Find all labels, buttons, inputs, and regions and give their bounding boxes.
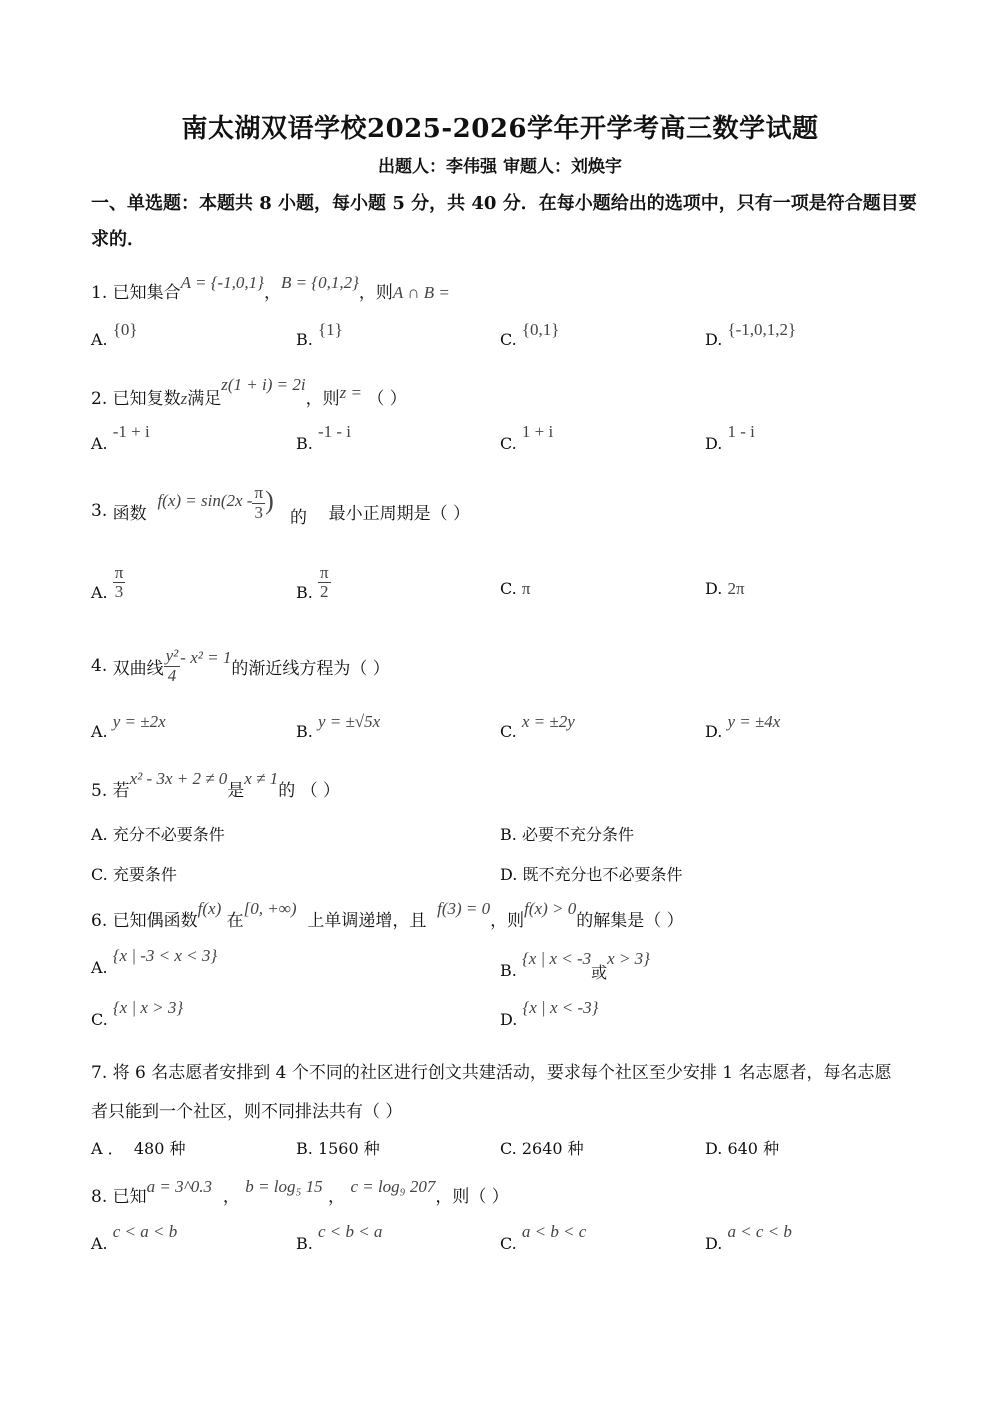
option-text: 640 种 <box>727 1139 780 1158</box>
option-d[interactable] <box>500 862 682 885</box>
math-fraction: $\frac{\pi}{3}$ <box>254 482 264 522</box>
option-label: B. <box>296 1139 313 1158</box>
option-math: x = ±2y <box>521 712 575 731</box>
math-expression: - x² = 1 <box>180 648 232 667</box>
question-number: 4. <box>91 656 108 676</box>
option-math: x > 3} <box>607 949 650 968</box>
option-math: y = ±√5x <box>317 712 381 731</box>
option-label: D. <box>705 330 723 349</box>
question-7 <box>91 1058 892 1083</box>
option-math: {x | -3 < x < 3} <box>112 946 218 965</box>
question-text: 上单调递增，且 <box>307 911 427 931</box>
option-text: 480 种 <box>133 1139 186 1158</box>
option-c[interactable] <box>91 862 177 885</box>
question-text: 已知复数 <box>112 389 181 409</box>
option-a[interactable] <box>91 712 166 742</box>
math-expression: A = {-1,0,1} <box>180 273 264 292</box>
math-fraction: $\frac{\text{y²}}{4}$ <box>165 645 179 685</box>
option-label: A. <box>91 825 108 844</box>
option-label: A. <box>91 1234 108 1253</box>
option-text: 既不充分也不必要条件 <box>522 865 683 884</box>
option-a[interactable] <box>91 552 125 602</box>
option-d[interactable] <box>705 320 797 350</box>
option-c[interactable] <box>91 998 184 1030</box>
option-label: D. <box>500 865 518 884</box>
math-expression: c = log₉ 207 <box>350 1177 436 1196</box>
option-c[interactable] <box>500 712 575 742</box>
math-expression: f(x) <box>197 899 222 918</box>
math-expression: f(x) = sin(2x - <box>157 491 253 510</box>
separator: ， <box>222 1187 240 1207</box>
option-c[interactable] <box>500 579 530 599</box>
question-3 <box>91 476 470 546</box>
option-label: D. <box>705 1234 723 1253</box>
question-text: ，则 <box>358 283 393 303</box>
option-label: B. <box>296 583 313 602</box>
option-b[interactable] <box>296 712 381 742</box>
option-d[interactable] <box>705 422 755 454</box>
exam-authors: 出题人：李伟强 审题人：刘焕宇 <box>378 157 622 177</box>
math-expression: f(x) > 0 <box>524 899 577 918</box>
question-number: 1. <box>91 283 108 303</box>
option-math: c < a < b <box>112 1222 178 1241</box>
option-label: B. <box>296 1234 313 1253</box>
option-b[interactable] <box>296 320 343 350</box>
question-text: 的解集是（ ） <box>576 911 684 931</box>
math-paren: ) <box>265 486 274 515</box>
option-label: C. <box>500 1139 517 1158</box>
option-b[interactable] <box>296 1222 383 1254</box>
option-label: C. <box>500 722 517 741</box>
question-text: ，则 <box>490 911 525 931</box>
option-label: C. <box>500 330 517 349</box>
question-text: 的 （ ） <box>278 781 340 801</box>
option-math: $\frac{\pi}{2}$ <box>319 562 329 602</box>
option-label: B. <box>296 722 313 741</box>
question-text: 满足 <box>187 389 222 409</box>
question-text: 已知集合 <box>112 283 181 303</box>
option-label: B. <box>296 330 313 349</box>
question-text: 是 <box>227 781 245 801</box>
question-text: 在 <box>226 911 244 931</box>
option-text: 必要不充分条件 <box>521 825 634 844</box>
question-text: 最小正周期是（ ） <box>328 503 470 524</box>
option-c[interactable] <box>500 1136 584 1159</box>
option-math: a < b < c <box>521 1222 587 1241</box>
option-math: y = ±4x <box>727 712 781 731</box>
option-c[interactable] <box>500 320 560 350</box>
option-d[interactable] <box>705 712 781 742</box>
option-math: {1} <box>317 320 343 339</box>
answer-paren: （ ） <box>367 389 407 409</box>
option-b[interactable] <box>296 1136 380 1159</box>
question-number: 7. <box>91 1063 108 1083</box>
option-c[interactable] <box>500 422 554 454</box>
question-7-continued: 者只能到一个社区，则不同排法共有（ ） <box>91 1102 403 1122</box>
math-expression: [0, +∞) <box>243 899 297 918</box>
option-math: 1 - i <box>727 422 755 441</box>
option-math: {-1,0,1,2} <box>727 320 797 339</box>
option-b[interactable] <box>296 552 331 602</box>
question-text: 的渐近线方程为（ ） <box>231 658 390 679</box>
question-text: ，则 <box>305 389 340 409</box>
separator: ， <box>328 1187 346 1207</box>
math-expression: A ∩ B = <box>392 283 450 302</box>
question-1 <box>91 273 450 303</box>
option-math: {0,1} <box>521 320 560 339</box>
option-label: C. <box>91 1010 108 1029</box>
option-b[interactable] <box>500 949 650 982</box>
question-number: 2. <box>91 389 108 409</box>
question-text: 将 6 名志愿者安排到 4 个不同的社区进行创文共建活动，要求每个社区至少安排 1 名志愿者，每名志愿 <box>112 1063 892 1083</box>
option-label: C. <box>500 579 517 598</box>
option-math: {x | x > 3} <box>112 998 184 1017</box>
math-expression: f(3) = 0 <box>437 899 491 918</box>
question-number: 6. <box>91 911 108 931</box>
option-math: a < c < b <box>727 1222 792 1241</box>
question-number: 3. <box>91 501 108 521</box>
option-d[interactable] <box>705 1222 792 1254</box>
question-5 <box>91 769 340 801</box>
exam-title: 南太湖双语学校2025-2026学年开学考高三数学试题 <box>181 114 819 144</box>
option-math: y = ±2x <box>112 712 166 731</box>
question-6 <box>91 899 684 931</box>
option-label: D. <box>500 1010 518 1029</box>
option-math: {0} <box>112 320 138 339</box>
option-label: B. <box>296 434 313 453</box>
question-text: 已知偶函数 <box>112 911 198 931</box>
option-text: 1560 种 <box>317 1139 380 1158</box>
question-number: 5. <box>91 781 108 801</box>
option-label: D. <box>705 722 723 741</box>
math-expression: x ≠ 1 <box>244 769 279 788</box>
option-label: A. <box>91 434 108 453</box>
math-expression: z(1 + i) = 2i <box>221 375 306 394</box>
option-text: 2640 种 <box>521 1139 584 1158</box>
math-expression: b = log₅ 15 <box>245 1177 323 1196</box>
option-label: A. <box>91 958 108 977</box>
option-math: c < b < a <box>317 1222 383 1241</box>
math-expression: x² - 3x + 2 ≠ 0 <box>129 769 228 788</box>
option-a[interactable] <box>91 822 225 845</box>
option-label: D. <box>705 579 723 598</box>
option-math: 2π <box>727 579 745 598</box>
question-text: 的 <box>289 507 307 528</box>
option-d[interactable] <box>500 998 599 1030</box>
option-a[interactable] <box>91 320 138 350</box>
option-math: -1 + i <box>112 422 150 441</box>
option-a[interactable] <box>91 1222 178 1254</box>
option-label: C. <box>500 1234 517 1253</box>
section-heading: 一、单选题：本题共 8 小题，每小题 5 分，共 40 分．在每小题给出的选项中，只有一项是符合题目要求的． <box>91 193 917 250</box>
option-a[interactable] <box>91 946 218 978</box>
option-d[interactable] <box>705 1136 779 1159</box>
math-expression: B = {0,1,2} <box>280 273 359 292</box>
option-label: C. <box>500 434 517 453</box>
option-b[interactable] <box>500 822 634 845</box>
option-a[interactable] <box>91 1136 185 1159</box>
question-2 <box>91 375 407 409</box>
option-text: 充要条件 <box>112 865 177 884</box>
question-text: 已知 <box>112 1187 147 1207</box>
option-text: 或 <box>591 963 608 982</box>
math-expression: a = 3^0.3 <box>146 1177 213 1196</box>
question-8 <box>91 1177 509 1207</box>
question-4 <box>91 636 390 696</box>
option-label: A. <box>91 722 108 741</box>
option-text: 充分不必要条件 <box>112 825 225 844</box>
option-math: 1 + i <box>521 422 554 441</box>
option-label: A ． <box>91 1139 124 1158</box>
question-text: 若 <box>112 781 130 801</box>
option-math: {x | x < -3} <box>522 998 599 1017</box>
option-c[interactable] <box>500 1222 587 1254</box>
option-b[interactable] <box>296 422 351 454</box>
option-label: D. <box>705 434 723 453</box>
question-text: 函数 <box>112 503 147 524</box>
option-label: A. <box>91 583 108 602</box>
option-label: B. <box>500 961 517 980</box>
option-label: B. <box>500 825 517 844</box>
option-label: C. <box>91 865 108 884</box>
option-label: A. <box>91 330 108 349</box>
option-math: {x | x < -3 <box>521 949 592 968</box>
option-label: D. <box>705 1139 723 1158</box>
option-math: -1 - i <box>317 422 351 441</box>
math-variable: z <box>180 389 188 408</box>
separator: ， <box>263 283 281 303</box>
option-math: π <box>521 579 531 598</box>
option-a[interactable] <box>91 422 150 454</box>
option-math: $\frac{\pi}{3}$ <box>114 562 124 602</box>
question-number: 8. <box>91 1187 108 1207</box>
question-text: 双曲线 <box>112 658 164 679</box>
question-text: ，则（ ） <box>435 1187 509 1207</box>
option-d[interactable] <box>705 579 745 599</box>
math-expression: z = <box>339 383 362 402</box>
